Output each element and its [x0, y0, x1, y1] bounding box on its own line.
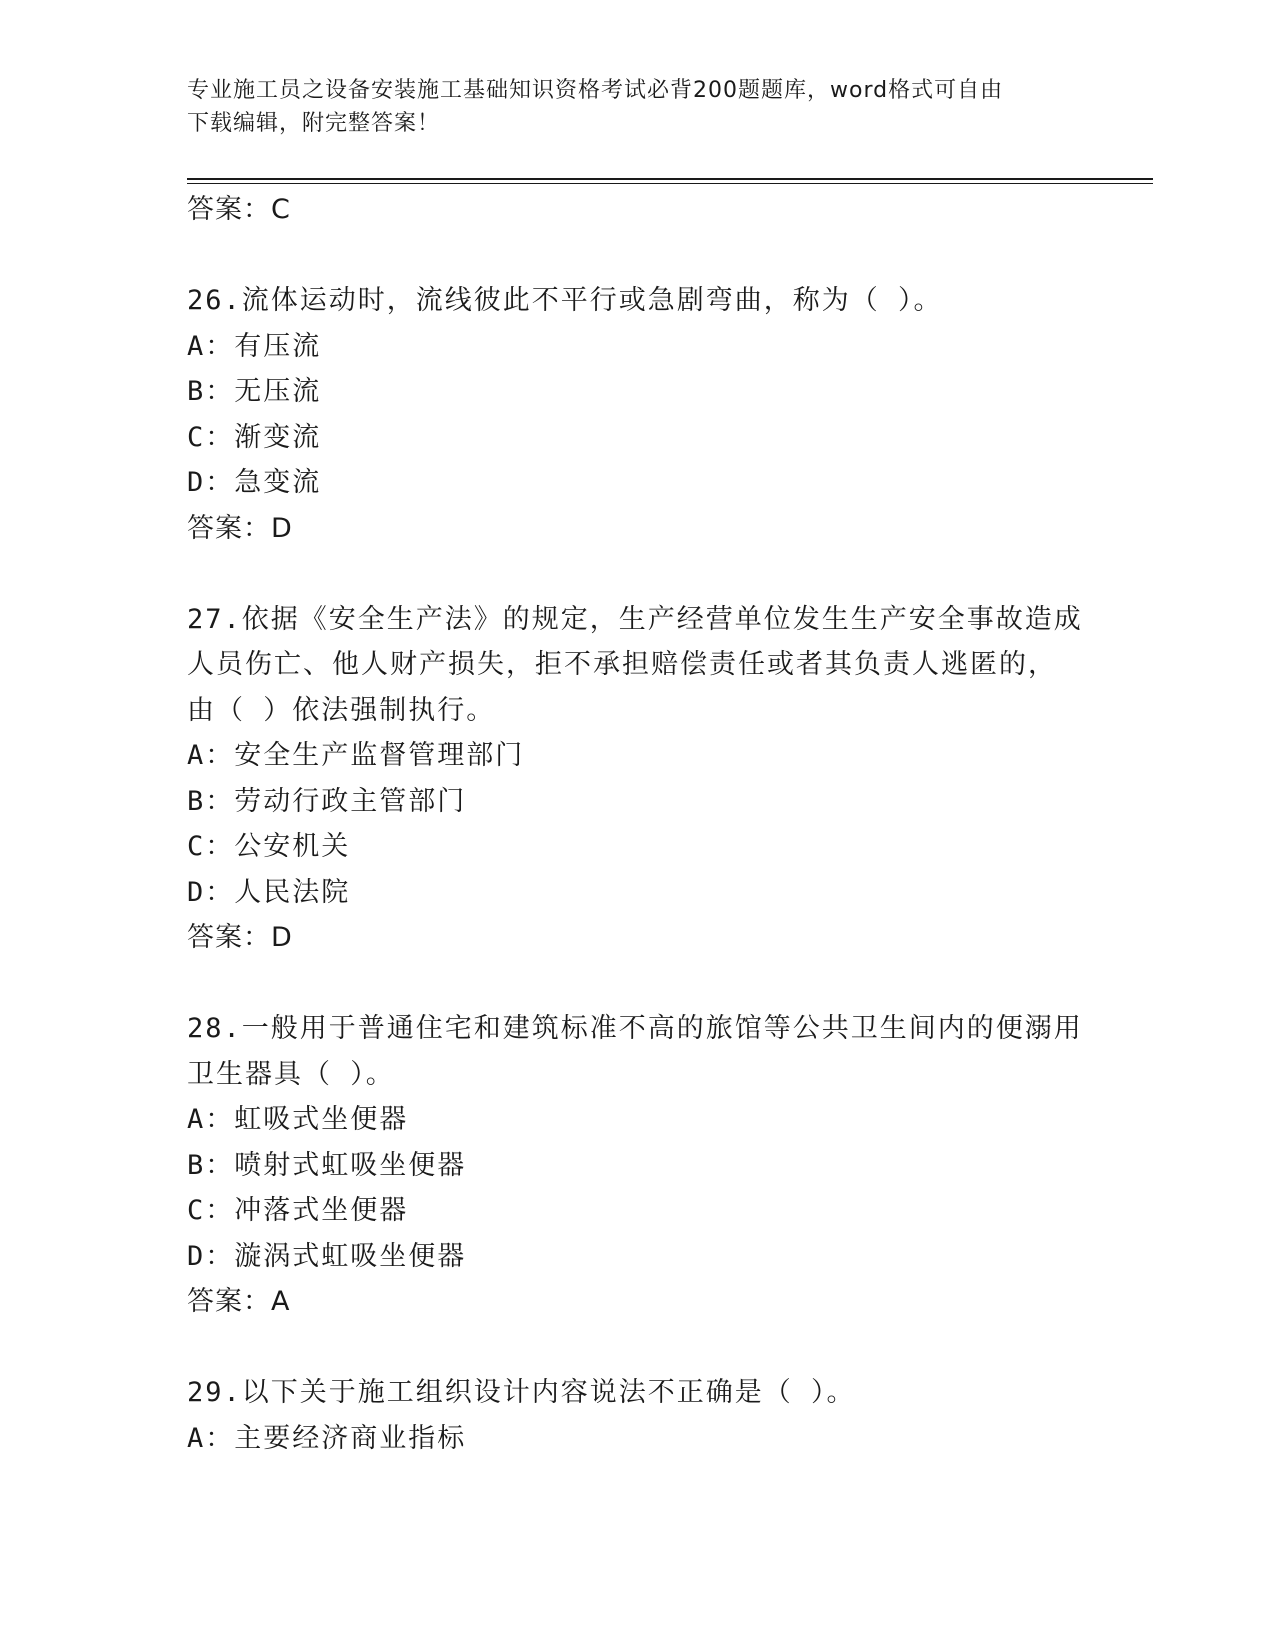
answer-line: 答案：A [187, 1286, 291, 1317]
spacer [187, 961, 1087, 1007]
question-list [187, 187, 1087, 1461]
option-d: D：人民法院 [187, 876, 351, 908]
question-text: 27.依据《安全生产法》的规定，生产经营单位发生生产安全事故造成 [187, 603, 1083, 635]
answer-line: 答案：C [187, 194, 291, 225]
question-block-26 [187, 278, 1087, 551]
option-d: D：漩涡式虹吸坐便器 [187, 1240, 467, 1272]
option-a: A：安全生产监督管理部门 [187, 740, 525, 771]
spacer [187, 1325, 1087, 1371]
answer-line: 答案：D [187, 512, 293, 544]
question-block-28 [187, 1006, 1087, 1325]
question-text: 卫生器具（ ）。 [187, 1058, 395, 1090]
option-b: B：无压流 [187, 376, 322, 407]
header-divider-thin [187, 183, 1153, 184]
question-text: 28.一般用于普通住宅和建筑标准不高的旅馆等公共卫生间内的便溺用 [187, 1013, 1083, 1044]
header-divider-thick [187, 178, 1153, 180]
option-c: C：冲落式坐便器 [187, 1195, 409, 1226]
option-a: A：虹吸式坐便器 [187, 1104, 409, 1135]
answer-line: 答案：D [187, 922, 293, 953]
spacer [187, 233, 1087, 279]
header-line-1: 专业施工员之设备安装施工基础知识资格考试必背200题题库，word格式可自由 [187, 78, 1004, 103]
option-c: C：公安机关 [187, 831, 351, 862]
question-text: 29.以下关于施工组织设计内容说法不正确是（ ）。 [187, 1377, 856, 1408]
option-b: B：喷射式虹吸坐便器 [187, 1149, 467, 1181]
question-block-27 [187, 597, 1087, 961]
question-text: 由（ ）依法强制执行。 [187, 694, 496, 726]
question-block-29 [187, 1370, 1087, 1461]
option-c: C：渐变流 [187, 421, 322, 453]
header-line-2: 下载编辑，附完整答案！ [187, 111, 441, 136]
spacer [187, 551, 1087, 597]
option-a: A：主要经济商业指标 [187, 1422, 467, 1454]
option-d: D：急变流 [187, 467, 322, 498]
option-b: B：劳动行政主管部门 [187, 785, 467, 817]
question-text: 人员伤亡、他人财产损失，拒不承担赔偿责任或者其负责人逃匿的， [187, 649, 1057, 680]
document-header [187, 74, 1087, 140]
question-text: 26.流体运动时，流线彼此不平行或急剧弯曲，称为（ ）。 [187, 285, 943, 316]
option-a: A：有压流 [187, 330, 322, 362]
